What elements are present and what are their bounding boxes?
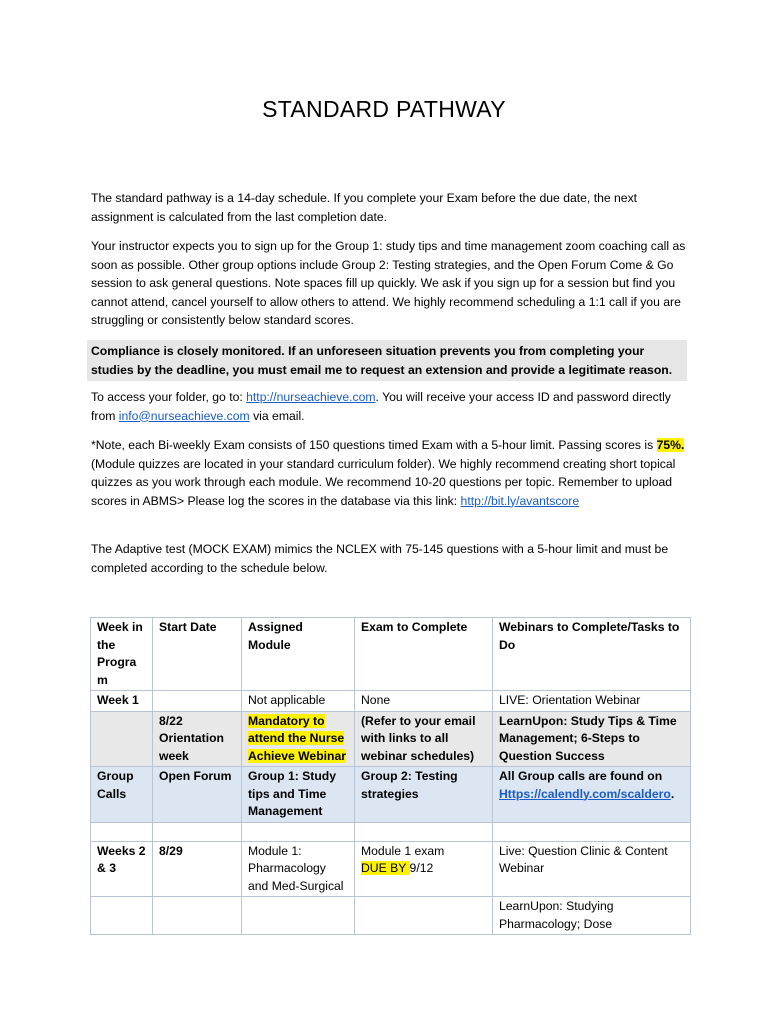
webinar-cell (493, 767, 691, 823)
header-assigned-module: Assigned Module (242, 618, 355, 691)
group-calls-paragraph: Your instructor expects you to sign up for the Group 1: study tips and time management zoom coaching call as soon as possible. Other group options include Group 2: Testing strategies, and the Open Forum Come & Go session to ask general questions. Note spaces fill up quickly. We ask if you sign up for a session but find you cannot attend, cancel yourself to allow others to attend. We highly recommend scheduling a 1:1 call if you are struggling or consistently below standard scores. (91, 239, 686, 327)
note-paragraph (91, 436, 691, 510)
due-date: 9/12 (409, 861, 434, 875)
page-title: STANDARD PATHWAY (262, 96, 506, 122)
due-by-label: DUE BY (361, 861, 410, 875)
table-row (91, 691, 691, 712)
note-text-pre: *Note, each Bi-weekly Exam consists of 150 questions timed Exam with a 5-hour limit. Passing scores is (91, 438, 657, 452)
table-row (91, 767, 691, 823)
exam-cell (355, 841, 493, 897)
module-cell (242, 711, 355, 767)
header-webinars: Webinars to Complete/Tasks to Do (493, 618, 691, 691)
exam-cell: Group 2: Testing strategies (355, 767, 493, 823)
module-cell: Module 1: Pharmacology and Med-Surgical (242, 841, 355, 897)
intro-paragraph: The standard pathway is a 14-day schedule. If you complete your Exam before the due date, the next assignment is calculated from the last completion date. (91, 191, 638, 224)
header-week: Week in the Progra m (91, 618, 153, 691)
table-row (91, 841, 691, 897)
date-cell: 8/29 (153, 841, 242, 897)
access-text-pre: To access your folder, go to: (91, 390, 247, 404)
week-cell: Week 1 (91, 691, 153, 712)
group-calls-period: . (670, 786, 675, 801)
date-cell (153, 691, 242, 712)
table-row (91, 897, 691, 935)
header-exam: Exam to Complete (355, 618, 493, 691)
schedule-table (90, 617, 691, 935)
module-cell: Group 1: Study tips and Time Management (242, 767, 355, 823)
week-cell (91, 711, 153, 767)
nurseachieve-link[interactable]: http://nurseachieve.com (246, 390, 376, 404)
note-text-post: (Module quizzes are located in your standard curriculum folder). We highly recommend creating short topical quizzes as you work through each module. We recommend 10-20 questions per topic. Remember to upload scores in ABMS> Please log the scores in the database via this link: (91, 456, 676, 508)
exam-name: Module 1 exam (361, 843, 445, 858)
webinar-cell: LearnUpon: Studying Pharmacology; Dose (493, 897, 691, 935)
calendly-link[interactable]: Https://calendly.com/scaldero (499, 786, 671, 801)
mandatory-webinar-text: Mandatory to attend the Nurse Achieve Webinar (248, 713, 346, 763)
access-paragraph (91, 388, 691, 425)
group-calls-text: All Group calls are found on (499, 769, 663, 783)
webinar-cell: Live: Question Clinic & Content Webinar (493, 841, 691, 897)
date-cell: 8/22 Orientation week (153, 711, 242, 767)
access-text-post: via email. (249, 408, 305, 423)
passing-score: 75%. (656, 438, 685, 452)
header-start-date: Start Date (153, 618, 242, 691)
exam-cell: (Refer to your email with links to all webinar schedules) (355, 711, 493, 767)
adaptive-test-paragraph: The Adaptive test (MOCK EXAM) mimics the NCLEX with 75-145 questions with a 5-hour limit and must be completed according to the schedule below. (91, 542, 669, 575)
table-header-row (91, 618, 691, 691)
webinar-cell: LIVE: Orientation Webinar (493, 691, 691, 712)
module-cell: Not applicable (242, 691, 355, 712)
webinar-cell: LearnUpon: Study Tips & Time Management; 6-Steps to Question Success (493, 711, 691, 767)
avantscore-link[interactable]: http://bit.ly/avantscore (460, 493, 580, 508)
exam-cell: None (355, 691, 493, 712)
info-email-link[interactable]: info@nurseachieve.com (118, 408, 250, 423)
table-row (91, 822, 691, 841)
week-cell: Weeks 2 & 3 (91, 841, 153, 897)
access-text-mid: . You will receive your access ID and password directly from (91, 390, 671, 423)
table-row (91, 711, 691, 767)
compliance-notice: Compliance is closely monitored. If an unforeseen situation prevents you from completing your studies by the deadline, you must email me to request an extension and provide a legitimate reason. (87, 340, 687, 381)
week-cell: Group Calls (91, 767, 153, 823)
date-cell: Open Forum (153, 767, 242, 823)
